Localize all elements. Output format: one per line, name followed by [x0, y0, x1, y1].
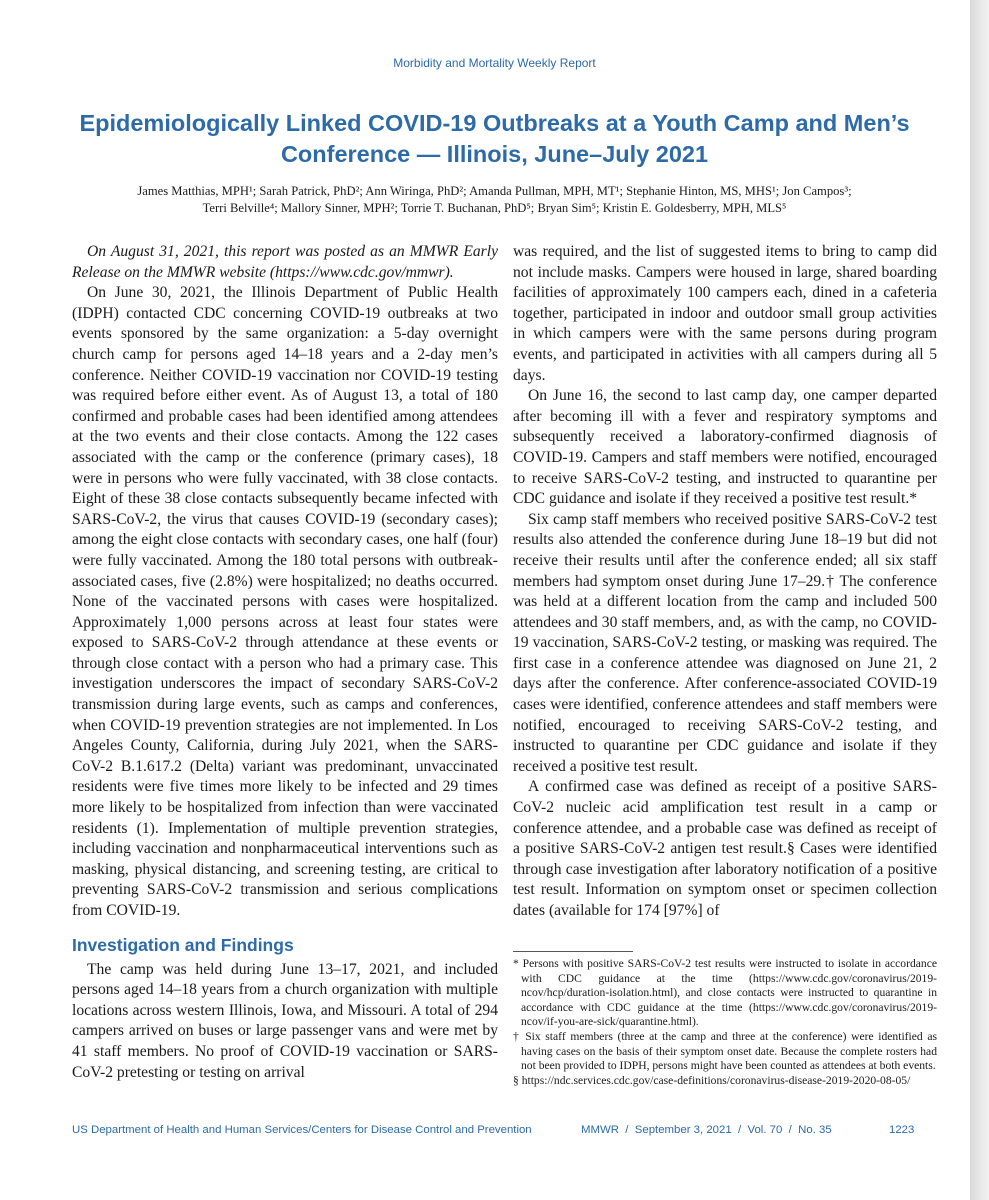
author-list-line-1: James Matthias, MPH¹; Sarah Patrick, PhD²; Ann Wiringa, PhD²; Amanda Pullman, MPH, MT¹; Stephanie Hinton, MS, MHS¹; Jon Campos³;: [137, 184, 852, 198]
footnote-dagger: † Six staff members (three at the camp and three at the conference) were identified as having cases on the basis of their symptom onset date. Because the complete rosters had not been provided to IDPH, persons might have been counted as attendees at both events.: [513, 1029, 937, 1073]
left-column: [72, 242, 498, 1083]
section-heading-investigation: Investigation and Findings: [72, 934, 294, 955]
article-title-line-2: Conference — Illinois, June–July 2021: [280, 141, 709, 167]
footnote-divider: [513, 951, 633, 952]
journal-header: Morbidity and Mortality Weekly Report: [393, 56, 596, 70]
article-title-line-1: Epidemiologically Linked COVID-19 Outbreaks at a Youth Camp and Men’s: [79, 110, 910, 136]
author-list: [80, 183, 909, 217]
footer-issue: MMWR / September 3, 2021 / Vol. 70 / No. 35: [581, 1124, 832, 1136]
footer-page-number: 1223: [889, 1124, 915, 1136]
page-edge-shadow: [971, 0, 989, 1200]
article-title: [60, 108, 929, 170]
footnote-section: § https://ndc.services.cdc.gov/case-definitions/coronavirus-disease-2019-2020-08-05/: [513, 1073, 911, 1087]
camp-continued-paragraph: was required, and the list of suggested items to bring to camp did not include masks. Campers were housed in large, shared boarding facilities of approximately 100 campers each, dined in a cafeteria together, participated in indoor and outdoor small group activities in which campers were with the same persons during program events, and participated in activities with all campers during all 5 days.: [513, 243, 937, 384]
author-list-line-2: Terri Belville⁴; Mallory Sinner, MPH²; Torrie T. Buchanan, PhD⁵; Bryan Sim⁵; Kristin E. Goldesberry, MPH, MLS⁵: [202, 201, 787, 215]
first-case-paragraph: On June 16, the second to last camp day, one camper departed after becoming ill with a fever and respiratory symptoms and subsequently received a laboratory-confirmed diagnosis of COVID-19. Campers and staff members were notified, encouraged to receive SARS-CoV-2 testing, and instructed to quarantine per CDC guidance and isolate if they received a positive test result.*: [513, 387, 937, 508]
early-release-note: On August 31, 2021, this report was posted as an MMWR Early Release on the MMWR website (https://www.cdc.gov/mmwr).: [72, 243, 498, 281]
footer-agency: US Department of Health and Human Services/Centers for Disease Control and Prevention: [72, 1124, 532, 1136]
footnote-asterisk: * Persons with positive SARS-CoV-2 test results were instructed to isolate in accordance with CDC guidance at the time (https://www.cdc.gov/coronavirus/2019-ncov/hcp/duration-isolation.html), and close contacts were instructed to quarantine in accordance with CDC guidance at the time (https://www.cdc.gov/coronavirus/2019-ncov/if-you-are-sick/quarantine.html).: [513, 957, 937, 1029]
right-column: [513, 242, 937, 922]
case-definition-paragraph: A confirmed case was defined as receipt of a positive SARS-CoV-2 nucleic acid amplification test result in a camp or conference attendee, and a probable case was defined as receipt of a positive SARS-CoV-2 antigen test result.§ Cases were identified through case investigation after laboratory notification of a positive test result. Information on symptom onset or specimen collection dates (available for 174 [97%] of: [513, 778, 937, 919]
camp-paragraph: The camp was held during June 13–17, 2021, and included persons aged 14–18 years from a church organization with multiple locations across western Illinois, Iowa, and Missouri. A total of 294 campers arrived on buses or large passenger vans and were met by 41 staff members. No proof of COVID-19 vaccination or SARS-CoV-2 pretesting or testing on arrival: [72, 960, 498, 1081]
conference-paragraph: Six camp staff members who received positive SARS-CoV-2 test results also attended the conference during June 18–19 but did not receive their results until after the conference ended; all six staff members had symptom onset during June 17–29.† The conference was held at a different location from the camp and included 500 attendees and 30 staff members, and, as with the camp, no COVID-19 vaccination, SARS-CoV-2 testing, or masking was required. The first case in a conference attendee was diagnosed on June 21, 2 days after the conference. After conference-associated COVID-19 cases were identified, conference attendees and staff members were notified, encouraged to receiving SARS-CoV-2 testing, and instructed to quarantine per CDC guidance and isolate if they received a positive test result.: [513, 510, 937, 775]
footnotes: [513, 957, 937, 1088]
summary-paragraph: On June 30, 2021, the Illinois Department of Public Health (IDPH) contacted CDC concerning COVID-19 outbreaks at two events sponsored by the same organization: a 5-day overnight church camp for persons aged 14–18 years and a 2-day men’s conference. Neither COVID-19 vaccination nor COVID-19 testing was required before either event. As of August 13, a total of 180 confirmed and probable cases had been identified among attendees at the two events and their close contacts. Among the 122 cases associated with the camp or the conference (primary cases), 18 were in persons who were fully vaccinated, with 38 close contacts. Eight of these 38 close contacts subsequently became infected with SARS-CoV-2, the virus that causes COVID-19 (secondary cases); among the eight close contacts with secondary cases, one half (four) were fully vaccinated. Among the 180 total persons with outbreak-associated cases, five (2.8%) were hospitalized; no deaths occurred. None of the vaccinated persons with cases were hospitalized. Approximately 1,000 persons across at least four states were exposed to SARS-CoV-2 through attendance at these events or through close contact with a person who had a primary case. This investigation underscores the impact of secondary SARS-CoV-2 transmission during large events, such as camps and conferences, when COVID-19 prevention strategies are not implemented. In Los Angeles County, California, during July 2021, when the SARS-CoV-2 B.1.617.2 (Delta) variant was predominant, unvaccinated residents were five times more likely to be infected and 29 times more likely to be hospitalized from infection than were vaccinated residents (1). Implementation of multiple prevention strategies, including vaccination and nonpharmaceutical interventions such as masking, physical distancing, and screening testing, are critical to preventing SARS-CoV-2 transmission and serious complications from COVID-19.: [72, 284, 498, 919]
